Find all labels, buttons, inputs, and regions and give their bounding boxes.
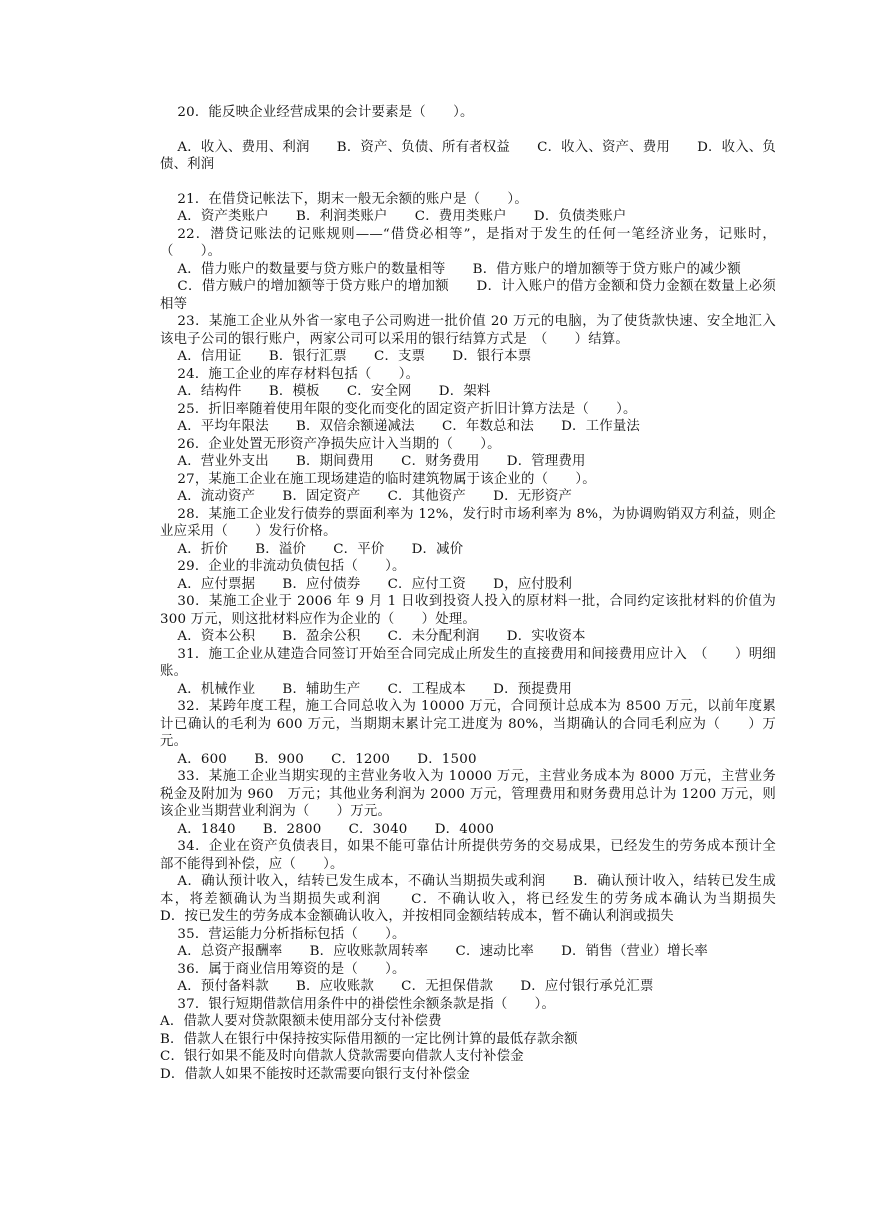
question-29-options: A．应付票据 B．应付债券 C．应付工资 D，应付股利 <box>177 576 573 592</box>
question-36-options: A．预付备料款 B．应收账款 C．无担保借款 D．应付银行承兑汇票 <box>177 979 654 994</box>
question-25-stem: 25．折旧率随着使用年限的变化而变化的固定资产折旧计算方法是（ ）。 <box>177 401 637 417</box>
question-25-options: A．平均年限法 B．双倍余额递减法 C．年数总和法 D．工作量法 <box>177 419 641 434</box>
question-37-option-c: C．银行如果不能及时向借款人贷款需要向借款人支付补偿金 <box>160 1049 524 1064</box>
question-33-stem: 33．某施工企业当期实现的主营业务收入为 10000 万元，主营业务成本为 8000 万元，主营业务税金及附加为 960 万元；其他业务利润为 2000 万元，管理费用和财务费用总计为 1200 万元，则该企业当期营业利润为（ ）万元。 <box>160 769 776 819</box>
question-24-stem: 24．施工企业的库存材料包括（ ）。 <box>177 366 420 382</box>
question-31-stem: 31．施工企业从建造合同签订开始至合同完成止所发生的直接费用和间接费用应计入 （ ）明细账。 <box>160 646 776 679</box>
question-28-stem: 28．某施工企业发行债券的票面利率为 12%，发行时市场利率为 8%，为协调购销双方利益，则企业应采用（ ）发行价格。 <box>160 506 776 539</box>
question-21-options: A．资产类账户 B．利润类账户 C．费用类账户 D．负债类账户 <box>177 209 627 224</box>
question-30-options: A．资本公积 B．盈余公积 C．未分配利润 D．实收资本 <box>177 629 586 644</box>
question-20-options: A．收入、费用、利润 B．资产、负债、所有者权益 C．收入、资产、费用 D．收入、负债、利润 <box>160 139 776 172</box>
question-22-stem: 22．潜贷记账法的记账规则——“借贷必相等”，是指对于发生的任何一笔经济业务，记账时，（ ）。 <box>160 226 776 259</box>
question-26-options: A．营业外支出 B．期间费用 C．财务费用 D．管理费用 <box>177 454 586 469</box>
question-32-stem: 32．某跨年度工程，施工合同总收入为 10000 万元，合同预计总成本为 8500 万元，以前年度累计已确认的毛利为 600 万元，当期期末累计完工进度为 80%，当期确认的合同毛利应为（ ）万元。 <box>160 699 776 749</box>
question-35-options: A．总资产报酬率 B．应收账款周转率 C．速动比率 D．销售（营业）增长率 <box>177 944 708 959</box>
question-37-option-d: D．借款人如果不能按时还款需要向银行支付补偿金 <box>160 1066 470 1082</box>
question-list <box>160 104 804 1083</box>
question-20-stem: 20．能反映企业经营成果的会计要素是（ ）。 <box>177 105 474 120</box>
question-30-stem: 30．某施工企业于 2006 年 9 月 1 日收到投资人投入的原材料一批，合同约定该批材料的价值为 300 万元，则这批材料应作为企业的（ ）处理。 <box>160 594 776 627</box>
question-31-options: A．机械作业 B．辅助生产 C．工程成本 D．预提费用 <box>177 681 573 697</box>
question-27-stem: 27，某施工企业在施工现场建造的临时建筑物属于该企业的（ ）。 <box>177 471 596 487</box>
question-32-options: A．600 B．900 C．1200 D．1500 <box>177 751 477 767</box>
question-37-option-b: B．借款人在银行中保持按实际借用额的一定比例计算的最低存款余额 <box>160 1031 578 1047</box>
question-33-options: A．1840 B．2800 C．3040 D．4000 <box>177 821 495 837</box>
question-35-stem: 35．营运能力分析指标包括（ ）。 <box>177 926 406 942</box>
question-28-options: A．折价 B．溢价 C．平价 D．减价 <box>177 541 464 557</box>
question-34-stem: 34．企业在资产负债表目，如果不能可靠估计所提供劳务的交易成果，已经发生的劳务成本预计全部不能得到补偿，应（ ）。 <box>160 839 776 872</box>
question-22-options-cd: C．借方贼户的增加额等于贷方账户的增加额 D．计入账户的借方金额和贷力金额在数量上必须相等 <box>160 279 776 312</box>
question-34-options: A．确认预计收入，结转已发生成本，不确认当期损失或利润 B．确认预计收入，结转已发生成本，将差额确认为当期损失或利润 C．不确认收入，将已经发生的劳务成本确认为当期损失 D．按已发生的劳务成本金额确认收入，并按相同金额结转成本，暂不确认利润或损失 <box>160 874 804 924</box>
question-29-stem: 29．企业的非流动负债包括（ ）。 <box>177 559 406 574</box>
question-26-stem: 26．企业处置无形资产净损失应计入当期的（ ）。 <box>177 436 501 452</box>
question-27-options: A．流动资产 B．固定资产 C．其他资产 D．无形资产 <box>177 489 573 504</box>
question-23-stem: 23．某施工企业从外省一家电子公司购进一批价值 20 万元的电脑，为了使货款快速、安全地汇入该电子公司的银行账户，两家公司可以采用的银行结算方式是 （ ）结算。 <box>160 314 776 347</box>
question-22-options-ab: A．借力账户的数量要与贷方账户的数量相等 B．借方账户的增加额等于贷方账户的减少额 <box>177 261 741 277</box>
question-36-stem: 36．属于商业信用筹资的是（ ）。 <box>177 961 406 977</box>
question-24-options: A．结构件 B．模板 C．安全网 D．架料 <box>177 384 491 399</box>
question-21-stem: 21．在借贷记帐法下，期末一般无余额的账户是（ ）。 <box>177 191 528 207</box>
question-23-options: A．信用证 B．银行汇票 C．支票 D．银行本票 <box>177 349 532 364</box>
question-37-option-a: A．借款人要对贷款限额未使用部分支付补偿费 <box>160 1014 442 1029</box>
question-37-stem: 37．银行短期借款信用条件中的褂偿性余额条款是指（ ）。 <box>177 996 556 1012</box>
